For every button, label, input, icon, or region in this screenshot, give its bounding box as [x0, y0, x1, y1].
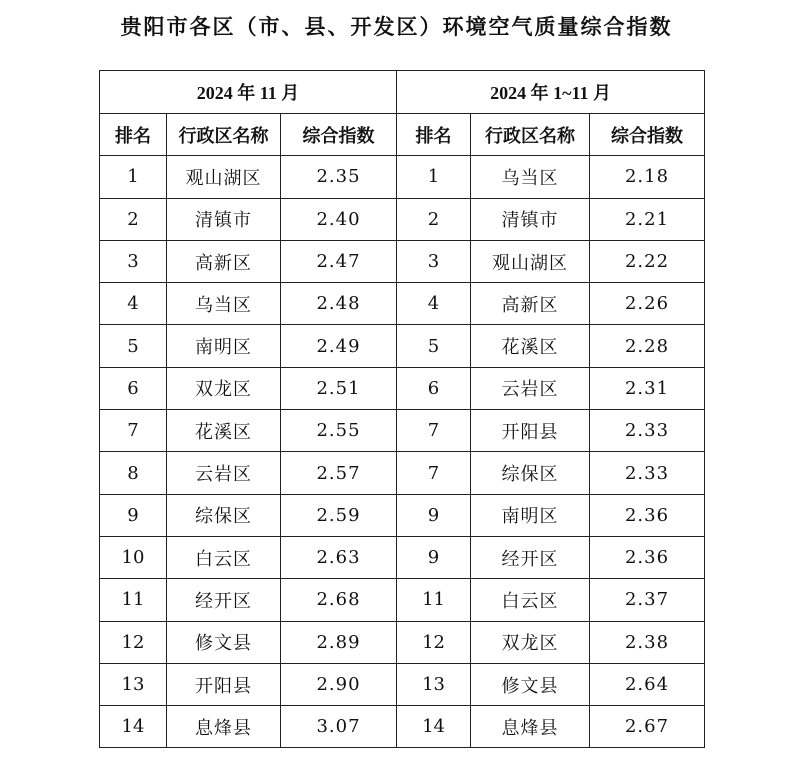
district-right-cell: 双龙区	[471, 621, 590, 663]
district-left-cell: 白云区	[167, 536, 281, 578]
district-left-cell: 花溪区	[167, 410, 281, 452]
table-row	[100, 452, 705, 494]
col-header-rank-right: 排名	[397, 114, 471, 156]
period-header-row	[100, 71, 705, 114]
period-right-header: 2024 年 1~11 月	[397, 71, 705, 114]
district-right-cell: 云岩区	[471, 367, 590, 409]
district-left-cell: 清镇市	[167, 198, 281, 240]
rank-left-cell: 7	[100, 410, 167, 452]
table-row	[100, 536, 705, 578]
table-row	[100, 663, 705, 705]
rank-left-cell: 14	[100, 706, 167, 748]
rank-left-cell: 10	[100, 536, 167, 578]
col-header-rank-left: 排名	[100, 114, 167, 156]
district-right-cell: 南明区	[471, 494, 590, 536]
index-left-cell: 2.57	[281, 452, 397, 494]
district-left-cell: 乌当区	[167, 283, 281, 325]
index-right-cell: 2.33	[590, 410, 705, 452]
index-left-cell: 2.49	[281, 325, 397, 367]
table-row	[100, 494, 705, 536]
district-right-cell: 综保区	[471, 452, 590, 494]
col-header-district-right: 行政区名称	[471, 114, 590, 156]
index-right-cell: 2.28	[590, 325, 705, 367]
index-left-cell: 2.40	[281, 198, 397, 240]
col-header-district-left: 行政区名称	[167, 114, 281, 156]
district-right-cell: 经开区	[471, 536, 590, 578]
index-right-cell: 2.36	[590, 494, 705, 536]
district-right-cell: 白云区	[471, 579, 590, 621]
index-left-cell: 2.48	[281, 283, 397, 325]
period-left-header: 2024 年 11 月	[100, 71, 397, 114]
rank-left-cell: 12	[100, 621, 167, 663]
district-right-cell: 开阳县	[471, 410, 590, 452]
district-left-cell: 息烽县	[167, 706, 281, 748]
index-left-cell: 2.90	[281, 663, 397, 705]
index-left-cell: 2.63	[281, 536, 397, 578]
district-left-cell: 双龙区	[167, 367, 281, 409]
table-row	[100, 410, 705, 452]
district-left-cell: 修文县	[167, 621, 281, 663]
rank-right-cell: 13	[397, 663, 471, 705]
index-right-cell: 2.26	[590, 283, 705, 325]
district-right-cell: 高新区	[471, 283, 590, 325]
index-right-cell: 2.33	[590, 452, 705, 494]
rank-left-cell: 5	[100, 325, 167, 367]
rank-right-cell: 12	[397, 621, 471, 663]
index-right-cell: 2.64	[590, 663, 705, 705]
rank-right-cell: 1	[397, 156, 471, 198]
index-left-cell: 2.59	[281, 494, 397, 536]
district-right-cell: 乌当区	[471, 156, 590, 198]
index-left-cell: 3.07	[281, 706, 397, 748]
rank-right-cell: 11	[397, 579, 471, 621]
rank-right-cell: 2	[397, 198, 471, 240]
table-row	[100, 156, 705, 198]
rank-right-cell: 4	[397, 283, 471, 325]
index-right-cell: 2.22	[590, 240, 705, 282]
index-left-cell: 2.89	[281, 621, 397, 663]
index-left-cell: 2.47	[281, 240, 397, 282]
col-header-index-left: 综合指数	[281, 114, 397, 156]
index-right-cell: 2.37	[590, 579, 705, 621]
col-header-index-right: 综合指数	[590, 114, 705, 156]
page-title: 贵阳市各区（市、县、开发区）环境空气质量综合指数	[120, 14, 673, 39]
table-row	[100, 198, 705, 240]
rank-right-cell: 5	[397, 325, 471, 367]
index-left-cell: 2.51	[281, 367, 397, 409]
table-row	[100, 283, 705, 325]
index-right-cell: 2.38	[590, 621, 705, 663]
rank-left-cell: 2	[100, 198, 167, 240]
rank-left-cell: 8	[100, 452, 167, 494]
table-body	[100, 156, 705, 748]
rank-left-cell: 1	[100, 156, 167, 198]
rank-right-cell: 14	[397, 706, 471, 748]
district-right-cell: 息烽县	[471, 706, 590, 748]
index-right-cell: 2.21	[590, 198, 705, 240]
district-right-cell: 清镇市	[471, 198, 590, 240]
rank-right-cell: 9	[397, 536, 471, 578]
district-left-cell: 南明区	[167, 325, 281, 367]
index-left-cell: 2.68	[281, 579, 397, 621]
index-left-cell: 2.55	[281, 410, 397, 452]
district-left-cell: 开阳县	[167, 663, 281, 705]
rank-left-cell: 3	[100, 240, 167, 282]
district-left-cell: 观山湖区	[167, 156, 281, 198]
district-right-cell: 花溪区	[471, 325, 590, 367]
index-right-cell: 2.67	[590, 706, 705, 748]
index-right-cell: 2.18	[590, 156, 705, 198]
table-row	[100, 325, 705, 367]
rank-right-cell: 7	[397, 410, 471, 452]
rank-right-cell: 9	[397, 494, 471, 536]
district-left-cell: 经开区	[167, 579, 281, 621]
rank-left-cell: 13	[100, 663, 167, 705]
district-left-cell: 高新区	[167, 240, 281, 282]
table-row	[100, 240, 705, 282]
district-right-cell: 观山湖区	[471, 240, 590, 282]
rank-left-cell: 11	[100, 579, 167, 621]
index-right-cell: 2.36	[590, 536, 705, 578]
table-row	[100, 621, 705, 663]
district-left-cell: 综保区	[167, 494, 281, 536]
index-left-cell: 2.35	[281, 156, 397, 198]
table-row	[100, 579, 705, 621]
rank-right-cell: 6	[397, 367, 471, 409]
air-quality-table	[99, 70, 705, 748]
index-right-cell: 2.31	[590, 367, 705, 409]
rank-right-cell: 3	[397, 240, 471, 282]
rank-left-cell: 6	[100, 367, 167, 409]
column-header-row	[100, 114, 705, 156]
district-left-cell: 云岩区	[167, 452, 281, 494]
rank-right-cell: 7	[397, 452, 471, 494]
rank-left-cell: 9	[100, 494, 167, 536]
table-row	[100, 706, 705, 748]
district-right-cell: 修文县	[471, 663, 590, 705]
rank-left-cell: 4	[100, 283, 167, 325]
table-row	[100, 367, 705, 409]
